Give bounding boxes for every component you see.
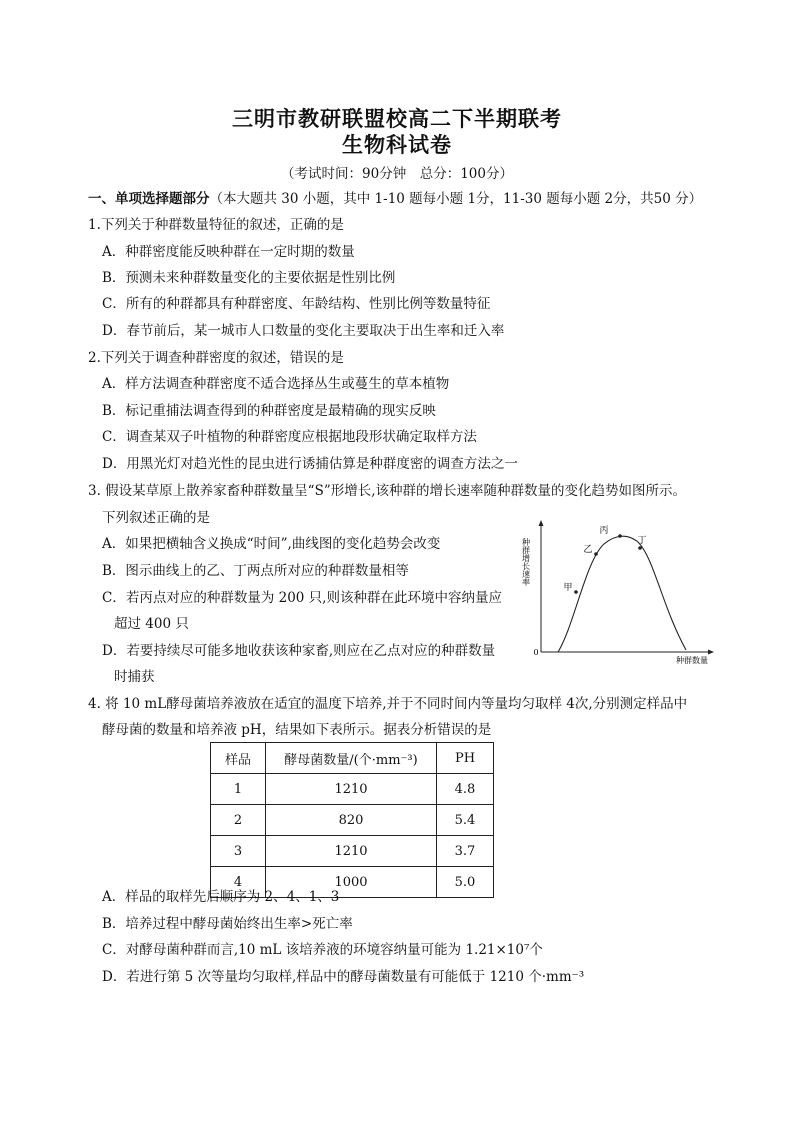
q2-option-b: B．标记重捕法调查得到的种群密度是最精确的现实反映 bbox=[102, 403, 436, 419]
q3-stem-line1: 3. 假设某草原上散养家畜种群数量呈“S”形增长,该种群的增长速率随种群数量的变化趋势如图所示。 bbox=[88, 483, 687, 499]
q3-option-b: B．图示曲线上的乙、丁两点所对应的种群数量相等 bbox=[102, 563, 409, 579]
q4-stem-line2: 酵母菌的数量和培养液 pH，结果如下表所示。据表分析错误的是 bbox=[102, 722, 492, 738]
table-cell: 5.4 bbox=[437, 805, 494, 836]
q1-option-c: C．所有的种群都具有种群密度、年龄结构、性别比例等数量特征 bbox=[102, 296, 491, 312]
growth-rate-chart bbox=[516, 516, 716, 676]
section-heading-line bbox=[88, 189, 702, 209]
q3-option-a: A．如果把横轴含义换成“时间”,曲线图的变化趋势会改变 bbox=[102, 536, 441, 552]
table-row bbox=[211, 836, 494, 867]
table-cell: 4 bbox=[211, 867, 266, 898]
y-axis-label: 种群增长速率 bbox=[521, 538, 531, 586]
q3-stem-line2: 下列叙述正确的是 bbox=[102, 510, 210, 526]
origin-label: 0 bbox=[533, 648, 539, 657]
table-header-cell: 酵母菌数量/(个·mm⁻³) bbox=[266, 743, 437, 774]
table-cell: 5.0 bbox=[437, 867, 494, 898]
label-yi: 乙 bbox=[583, 545, 593, 555]
point-ding bbox=[638, 546, 642, 550]
y-axis-arrow bbox=[539, 520, 544, 526]
point-yi bbox=[594, 552, 598, 556]
table-header-cell: 样品 bbox=[211, 743, 266, 774]
q2-option-c: C．调查某双子叶植物的种群密度应根据地段形状确定取样方法 bbox=[102, 429, 477, 445]
q2-option-a: A．样方法调查种群密度不适合选择丛生或蔓生的草本植物 bbox=[102, 376, 450, 392]
exam-info: （考试时间：90分钟 总分：100分） bbox=[281, 166, 513, 182]
exam-subject-title: 生物科试卷 bbox=[342, 132, 452, 157]
label-bing: 丙 bbox=[599, 526, 609, 536]
x-axis-label: 种群数量 bbox=[676, 656, 708, 665]
table-cell: 1210 bbox=[266, 836, 437, 867]
table-header-cell: PH bbox=[437, 743, 494, 774]
q4-option-d: D．若进行第 5 次等量均匀取样,样品中的酵母菌数量有可能低于 1210 个·mm⁻³ bbox=[102, 969, 585, 985]
point-bing bbox=[618, 534, 622, 538]
q2-option-d: D．用黑光灯对趋光性的昆虫进行诱捕估算是种群度密的调查方法之一 bbox=[102, 456, 518, 472]
table-header-row bbox=[211, 743, 494, 774]
q1-stem: 1.下列关于种群数量特征的叙述，正确的是 bbox=[88, 217, 344, 233]
q3-option-d: D．若要持续尽可能多地收获该种家畜,则应在乙点对应的种群数量 bbox=[102, 643, 496, 659]
label-jia: 甲 bbox=[563, 583, 573, 593]
table-cell: 1210 bbox=[266, 774, 437, 805]
q3-option-c: C．若丙点对应的种群数量为 200 只,则该种群在此环境中容纳量应 bbox=[102, 590, 502, 606]
table-cell: 3 bbox=[211, 836, 266, 867]
section-heading: 一、单项选择题部分 bbox=[88, 191, 210, 207]
table-cell: 820 bbox=[266, 805, 437, 836]
q4-option-a: A．样品的取样先后顺序为 2、4、1、3 bbox=[102, 889, 340, 905]
point-jia bbox=[574, 590, 578, 594]
table-cell: 1 bbox=[211, 774, 266, 805]
x-axis-arrow bbox=[708, 650, 714, 655]
yeast-data-table bbox=[210, 742, 494, 898]
growth-curve bbox=[558, 536, 686, 652]
exam-title: 三明市教研联盟校高二下半期联考 bbox=[232, 106, 562, 131]
section-note: （本大题共 30 小题，其中 1-10 题每小题 1分，11-30 题每小题 2分，共50 分） bbox=[209, 191, 703, 207]
table-cell: 3.7 bbox=[437, 836, 494, 867]
q1-option-d: D．春节前后，某一城市人口数量的变化主要取决于出生率和迁入率 bbox=[102, 323, 505, 339]
table-row bbox=[211, 805, 494, 836]
q4-option-c: C．对酵母菌种群而言,10 mL 该培养液的环境容纳量可能为 1.21×10⁷个 bbox=[102, 942, 543, 958]
q1-option-a: A．种群密度能反映种群在一定时期的数量 bbox=[102, 244, 355, 260]
q1-option-b: B．预测未来种群数量变化的主要依据是性别比例 bbox=[102, 270, 396, 286]
table-cell: 1000 bbox=[266, 867, 437, 898]
label-ding: 丁 bbox=[637, 536, 647, 546]
q4-stem-line1: 4. 将 10 mL酵母菌培养液放在适宜的温度下培养,并于不同时间内等量均匀取样 4次,分别测定样品中 bbox=[88, 696, 688, 712]
q4-option-b: B．培养过程中酵母菌始终出生率>死亡率 bbox=[102, 916, 353, 932]
table-cell: 4.8 bbox=[437, 774, 494, 805]
q3-option-c-cont: 超过 400 只 bbox=[114, 616, 189, 632]
table-cell: 2 bbox=[211, 805, 266, 836]
table-row bbox=[211, 774, 494, 805]
q3-option-d-cont: 时捕获 bbox=[114, 669, 155, 685]
q2-stem: 2.下列关于调查种群密度的叙述，错误的是 bbox=[88, 350, 344, 366]
